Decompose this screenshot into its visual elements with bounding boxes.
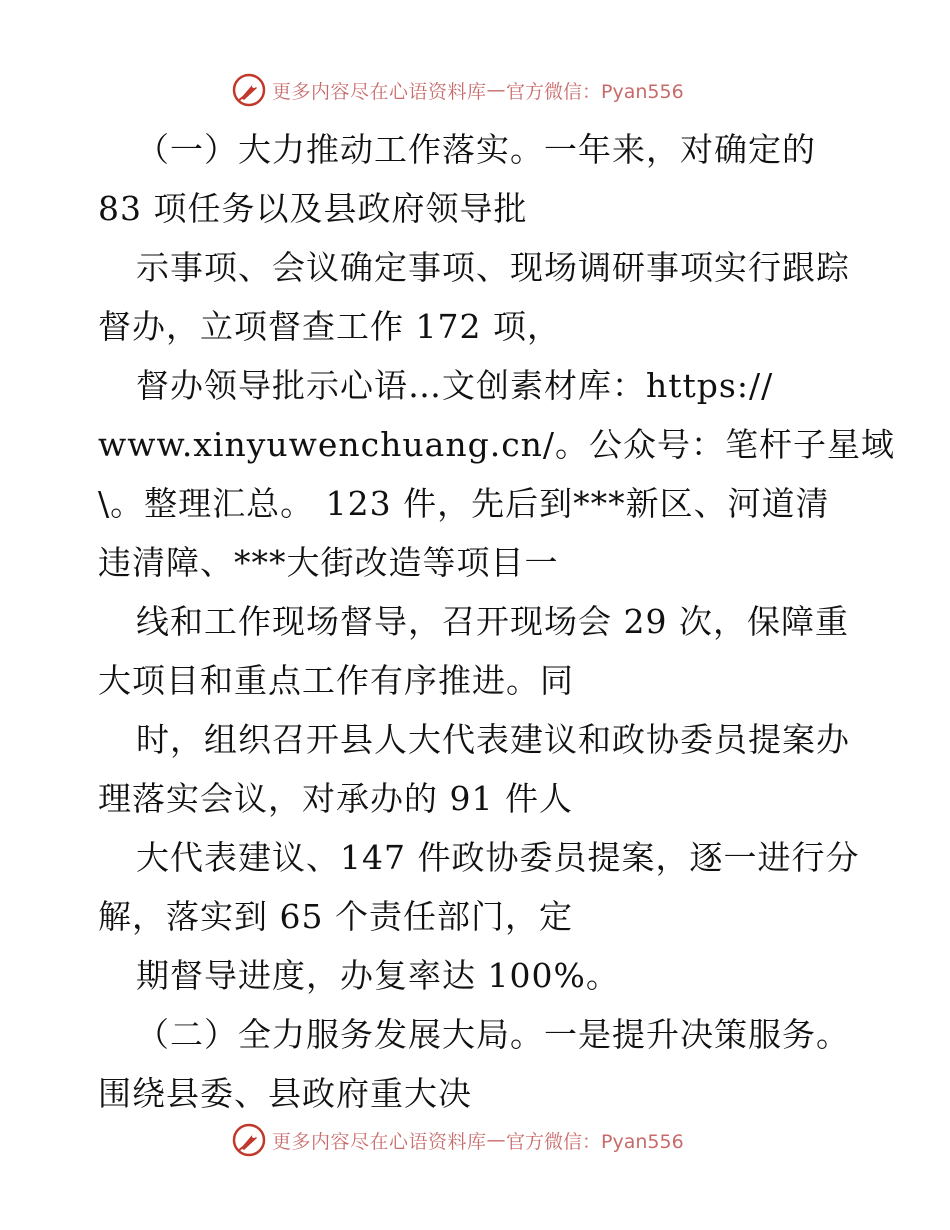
paragraph-line: 解，落实到 65 个责任部门，定: [98, 897, 573, 936]
pen-nib-logo-icon: [232, 73, 266, 107]
watermark-dash: —: [486, 1129, 507, 1151]
watermark-dash: —: [486, 79, 507, 101]
watermark-wechat-text: 官方微信：Pyan556: [506, 1130, 684, 1153]
paragraph-line: （一）大力推动工作落实。一年来，对确定的: [136, 130, 816, 169]
paragraph-line: 大项目和重点工作有序推进。同: [98, 661, 574, 700]
paragraph-line: 督办，立项督查工作 172 项，: [98, 307, 561, 346]
watermark-site-text: 更多内容尽在心语资料库: [272, 1130, 487, 1153]
pen-nib-logo-icon: [232, 1123, 266, 1157]
watermark-wechat-text: 官方微信：Pyan556: [506, 80, 684, 103]
paragraph-line: （二）全力服务发展大局。一是提升决策服务。: [136, 1015, 850, 1054]
document-body: [98, 120, 896, 1123]
paragraph-line: www.xinyuwenchuang.cn/。公众号：笔杆子星域: [98, 425, 896, 464]
watermark-site-text: 更多内容尽在心语资料库: [272, 80, 487, 103]
paragraph-line: 督办领导批示心语…文创素材库：https://: [136, 366, 774, 405]
paragraph-line: 违清障、***大街改造等项目一: [98, 543, 559, 582]
footer-watermark: [0, 1120, 950, 1160]
header-watermark: [0, 70, 950, 110]
paragraph-line: 83 项任务以及县政府领导批: [98, 189, 528, 228]
paragraph-line: 线和工作现场督导，召开现场会 29 次，保障重: [136, 602, 849, 641]
paragraph-line: 围绕县委、县政府重大决: [98, 1074, 472, 1113]
paragraph-line: 时，组织召开县人大代表建议和政协委员提案办: [136, 720, 850, 759]
paragraph-line: 期督导进度，办复率达 100%。: [136, 956, 620, 995]
paragraph-line: 理落实会议，对承办的 91 件人: [98, 779, 573, 818]
paragraph-line: \。整理汇总。 123 件，先后到***新区、河道清: [98, 484, 830, 523]
paragraph-line: 示事项、会议确定事项、现场调研事项实行跟踪: [136, 248, 850, 287]
paragraph-line: 大代表建议、147 件政协委员提案，逐一进行分: [136, 838, 860, 877]
